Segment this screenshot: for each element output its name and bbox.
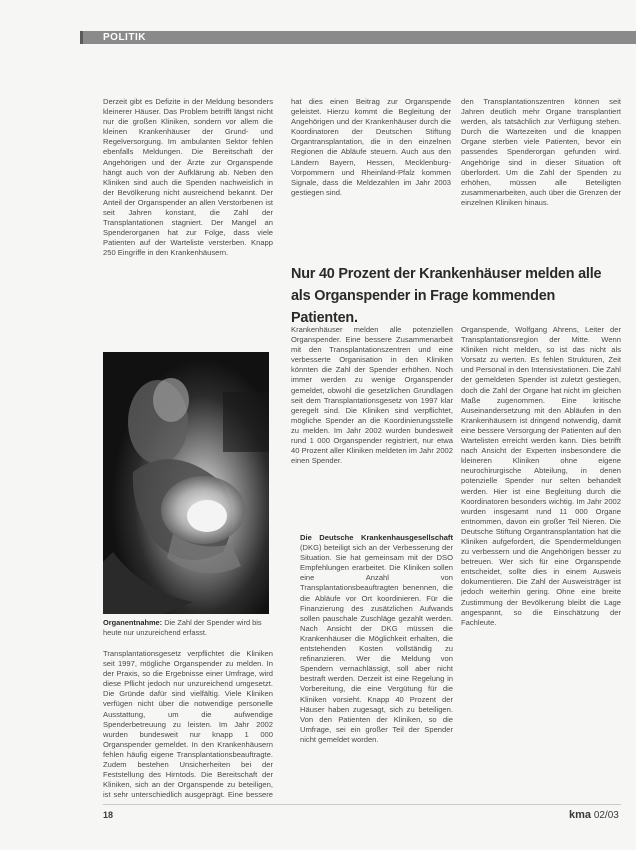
article-column-2-top (291, 97, 451, 249)
article-column-2-bottom (300, 533, 453, 799)
surgery-photo-graphic (103, 352, 269, 614)
article-text: hat dies einen Beitrag zur Organspende geleistet. Hierzu kommt die Begleitung der Angehörigen und der Krankenhäuser durch die Koordinatoren der Deutschen Stiftung Organtransplantation, die in den einzelnen Regionen die Abläufe steuern. Auch aus den Ländern Bayern, Hessen, Mecklenburg-Vorpommern und Rheinland-Pfalz kommen Signale, dass die Meldezahlen im Jahr 2003 gestiegen sind. (291, 97, 451, 197)
article-column-1-top (103, 97, 273, 345)
article-text: den Transplantationszentren können seit Jahren deutlich mehr Organe transplantiert werden, als tatsächlich zur Verfügung stehen. Durch die Wartezeiten und die knappen Organe sterben viele Patienten, bevor ein passendes Spenderorgan gefunden wird. Angehörige sind in dieser Situation oft überfordert. Um die Zahl der Spenden zu erhöhen, müssen alle Beteiligten zusammenarbeiten, auch über die Grenzen der einzelnen Kliniken hinaus. (461, 97, 621, 207)
article-column-2-middle (291, 325, 453, 530)
magazine-name: kma (569, 809, 592, 821)
caption-text: Die Zahl der Spender wird bis heute nur unzureichend erfasst. (103, 618, 262, 637)
surgery-photo (103, 352, 269, 614)
article-column-1-bottom (103, 649, 273, 799)
article-text: Krankenhäuser melden alle potenziellen Organspender. Eine bessere Zusammenarbeit mit den Transplantationszentren und eine verbesserte Organisation in den Kliniken könnten die Zahl der Spender erhöhen. Noch immer werden zu wenige Organspender gemeldet, obwohl die gesetzlichen Grundlagen seit dem Transplantationsgesetz von 1997 klar geregelt sind. Die Kliniken sind verpflichtet, mögliche Spender an die Koordinierungsstelle zu melden. Im Jahr 2002 wurden bundesweit rund 1 000 Organspender registriert, nur etwa 40 Prozent aller Kliniken meldeten im Jahr 2002 einen Spender. (291, 325, 453, 466)
footer-rule (103, 804, 621, 805)
article-column-3-top (461, 97, 621, 249)
photo-caption (103, 618, 273, 638)
article-column-3-middle (461, 325, 621, 799)
magazine-footer (569, 809, 619, 821)
pull-quote-headline: Nur 40 Prozent der Krankenhäuser melden alle als Organspender in Frage kommenden Patienten. (291, 266, 602, 326)
section-label: POLITIK (103, 32, 146, 43)
page-number: 18 (103, 810, 114, 820)
section-tab-edge (80, 31, 83, 44)
issue-number: 02/03 (593, 810, 619, 821)
section-header-bar (80, 31, 636, 44)
article-text: Derzeit gibt es Defizite in der Meldung besonders kleinerer Häuser. Das Problem betrifft längst nicht nur die großen Kliniken, sondern vor allem die kleinen Krankenhäuser der Grund- und Regelversorgung. Im ambulanten Sektor fehlen ebenfalls Meldungen. Die Bereitschaft der Angehörigen und der Ärzte zur Organspende hängt auch von der Aufklärung ab. Neben den Kliniken sind auch die Spenden nachweislich in der Bevölkerung nicht ausreichend bekannt. Der Anteil der Organspender an allen Verstorbenen ist seit Jahren konstant, die Zahl der Transplantationen stagniert. Der Mangel an Spenderorganen hat zur Folge, dass viele Patienten auf der Warteliste versterben. Knapp 250 Eingriffe in den Krankenhäusern. (103, 97, 273, 258)
article-text: (DKG) beteiligt sich an der Verbesserung der Situation. Sie hat gemeinsam mit der DSO Empfehlungen erarbeitet. Die Kliniken sollen eine Anzahl von Transplantationsbeauftragten benennen, die die Abläufe vor Ort koordinieren. Für die Finanzierung des zusätzlichen Aufwands sollen pauschale Zuschläge gezahlt werden. Nach Ansicht der DKG müssen die Krankenhäuser die Möglichkeit erhalten, die entstehenden Kosten vollständig zu refinanzieren. Wer die Meldung von Spendern vernachlässigt, soll aber nicht bestraft werden. Derzeit ist eine Regelung in Vorbereitung, die eine Vergütung für die Kliniken vorsieht. Knapp 40 Prozent der Häuser haben zugesagt, sich zu beteiligen. Von den Patienten der Kliniken, so die Umfrage, sei ein großer Teil der Spender nicht gemeldet worden. (300, 543, 453, 744)
section-lead: Die Deutsche Krankenhausgesellschaft (300, 533, 453, 542)
article-text: Transplantationsgesetz verpflichtet die Kliniken seit 1997, mögliche Organspender zu melden. In der Praxis, so die Ergebnisse einer Umfrage, wird diese Pflicht jedoch nur unzureichend umgesetzt. Die Gründe dafür sind vielfältig. Viele Kliniken verfügen nicht über die notwendige personelle Ausstattung, um die aufwendige Spenderbetreuung zu leisten. Im Jahr 2002 wurden bundesweit nur knapp 1 000 Organspender gemeldet. In den Krankenhäusern fehlen häufig eigene Transplantationsbeauftragte. Zudem bestehen Unsicherheiten bei der Feststellung des Hirntods. Die Bereitschaft der Kliniken, sich an der Organspende zu beteiligen, ist sehr unterschiedlich ausgeprägt. Eine bessere (103, 649, 273, 799)
article-text: Organspende, Wolfgang Ahrens, Leiter der Transplantationsregion der Mitte. Wenn Kliniken nicht melden, so ist das nicht als Vorsatz zu werten. Es fehlen Strukturen, Zeit und Personal in den Intensivstationen. Die Zahl der gemeldeten Spender ist zuletzt gestiegen, doch die Zahl der Organe hat nicht im gleichen Maße zugenommen. Eine kritische Auseinandersetzung mit den Abläufen in den Krankenhäusern ist dringend notwendig, damit eine bessere Versorgung der Patienten auf den Wartelisten erreicht werden kann. Dies betrifft nach Ansicht der Experten insbesondere die kleineren Kliniken ohne eigene neurochirurgische Abteilung, in denen potenzielle Spender nur selten behandelt werden. Hier ist eine Begleitung durch die Koordinatoren besonders wichtig. Im Jahr 2002 wurden insgesamt rund 11 000 Organe entnommen, davon ein großer Teil Nieren. Die Deutsche Stiftung Organtransplantation hat die Kliniken aufgefordert, die Spendermeldungen zu verbessern und die Angehörigen besser zu betreuen. Wer sich für eine Organspende entscheidet, sollte dies in einem Ausweis dokumentieren. Die Zahl der Ausweisträger ist jedoch weiterhin gering. Ohne eine breite Zustimmung der Bevölkerung bleibt die Lage angespannt, so die Einschätzung der Fachleute. (461, 325, 621, 627)
caption-lead: Organentnahme: (103, 618, 163, 627)
